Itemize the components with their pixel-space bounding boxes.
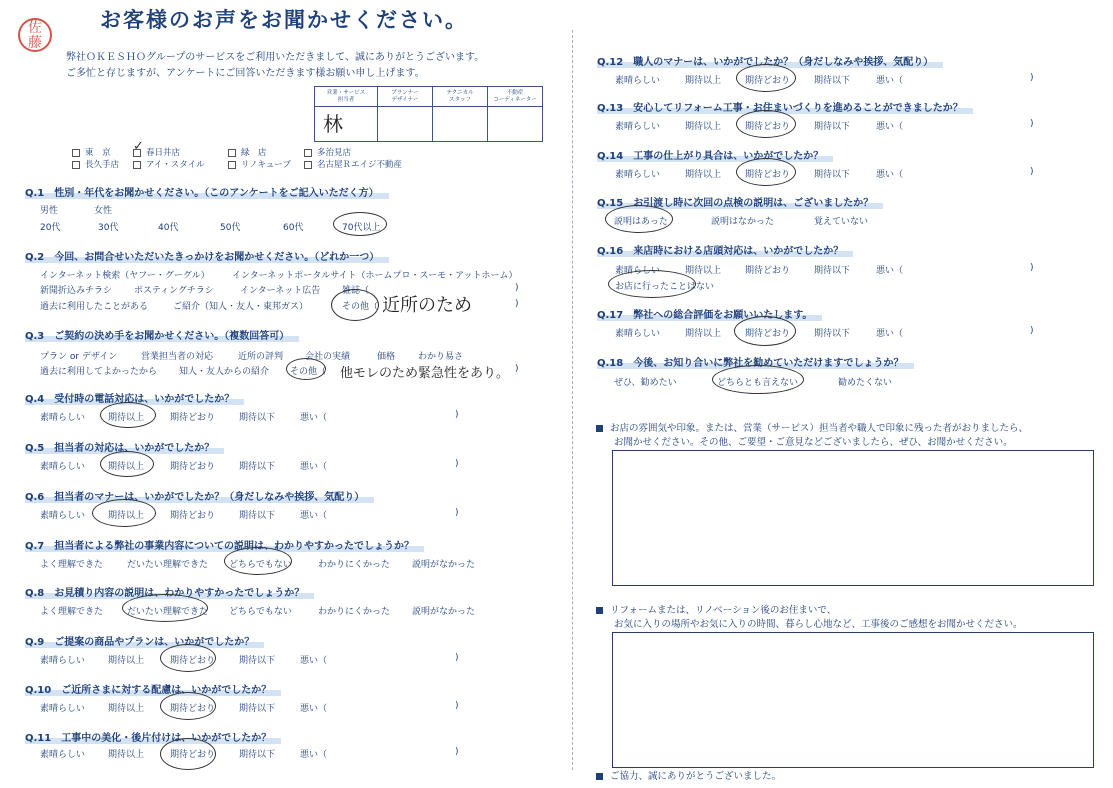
comment-section-1-line-1: お店の雰囲気や印象。または、営業（サービス）担当者や職人で印象に残った者がおりましたら、	[596, 420, 1028, 434]
q1-option[interactable]: 30代	[98, 223, 119, 233]
q9-option[interactable]: 悪い（	[300, 656, 328, 666]
q3-option[interactable]: 価格	[377, 352, 396, 362]
q16-option[interactable]: 悪い（	[876, 266, 904, 276]
q10-option: )	[455, 701, 459, 711]
bullet-square-icon	[596, 425, 603, 432]
question-q3: Q.3 ご契約の決め手をお聞かせください。（複数回答可）	[25, 327, 299, 342]
q4-option: )	[455, 410, 459, 420]
q1-option[interactable]: 70代以上	[342, 223, 381, 233]
q14-option[interactable]: 期待以上	[685, 170, 722, 180]
question-q1: Q.1 性別・年代をお聞かせください。（このアンケートをご記入いただく方）	[25, 184, 389, 199]
checkbox-icon[interactable]	[228, 161, 236, 169]
q6-option[interactable]: 期待どおり	[170, 511, 216, 521]
intro-line-2: ご多忙と存じますが、アンケートにご回答いただきます様お願い申し上げます。	[66, 68, 425, 79]
q3-option[interactable]: プラン or デザイン	[40, 352, 118, 362]
staff-header-sales: 営業・サービス 担当者	[315, 87, 378, 107]
q11-option[interactable]: 素晴らしい	[40, 750, 86, 760]
question-q6: Q.6 担当者のマナーは、いかがでしたか？（身だしなみや挨拶、気配り）	[25, 488, 374, 503]
checkbox-icon[interactable]	[72, 161, 80, 169]
q1-option[interactable]: 50代	[220, 223, 241, 233]
answer-circle	[736, 64, 796, 92]
q5-option[interactable]: 期待どおり	[170, 462, 216, 472]
answer-circle	[122, 594, 208, 622]
answer-circle	[736, 110, 796, 138]
q10-option[interactable]: 素晴らしい	[40, 704, 86, 714]
q4-option[interactable]: 期待以上	[108, 413, 145, 423]
staff-table	[314, 86, 543, 142]
q16-option[interactable]: お店に行ったことはない	[615, 282, 715, 292]
answer-circle	[92, 499, 156, 527]
q16-option[interactable]: 素晴らしい	[615, 266, 661, 276]
q9-option[interactable]: 期待どおり	[170, 656, 216, 666]
checkbox-icon[interactable]	[304, 149, 312, 157]
q17-option[interactable]: 悪い（	[876, 329, 904, 339]
q2-option[interactable]: 新聞折込みチラシ	[40, 286, 113, 296]
store-tajimi[interactable]: 多治見店	[304, 146, 351, 158]
q2-option[interactable]: インターネット検索（ヤフー・グーグル）	[40, 271, 210, 281]
staff-header-planner: プランナー デザイナー	[378, 87, 433, 107]
q12-option[interactable]: 期待以上	[685, 76, 722, 86]
checkbox-icon[interactable]	[228, 149, 236, 157]
q6-option[interactable]: 期待以下	[239, 511, 276, 521]
checkbox-icon[interactable]	[304, 161, 312, 169]
q9-option[interactable]: 期待以下	[239, 656, 276, 666]
bullet-square-icon	[596, 773, 603, 780]
q6-option: )	[455, 508, 459, 518]
answer-circle	[286, 358, 326, 380]
checkbox-icon[interactable]	[133, 161, 141, 169]
q2-option[interactable]: 過去に利用したことがある	[40, 302, 149, 312]
q15-option[interactable]: 覚えていない	[814, 217, 869, 227]
footer-thanks: ご協力、誠にありがとうございました。	[596, 768, 781, 782]
comment-section-2-line-1: リフォームまたは、リノベーション後のお住まいで、	[596, 602, 836, 616]
q6-option[interactable]: 期待以上	[108, 511, 145, 521]
question-q16: Q.16 来店時における店頭対応は、いかがでしたか？	[597, 242, 853, 257]
staff-header-realestate: 不動産 コーディネーター	[488, 87, 543, 107]
q5-option[interactable]: 素晴らしい	[40, 462, 86, 472]
store-tokyo[interactable]: 東 京	[72, 146, 111, 158]
q2-option[interactable]: インターネットポータルサイト（ホームプロ・スーモ・アットホーム）	[232, 271, 518, 281]
check-mark-icon: ✓	[133, 139, 144, 154]
store-midori[interactable]: 緑 店	[228, 146, 267, 158]
q4-option[interactable]: 素晴らしい	[40, 413, 86, 423]
question-q4: Q.4 受付時の電話対応は、いかがでしたか？	[25, 390, 244, 405]
q6-option[interactable]: 悪い（	[300, 511, 328, 521]
q11-option[interactable]: 期待以上	[108, 750, 145, 760]
q2-option[interactable]: ポスティングチラシ	[134, 286, 214, 296]
q3-option: )	[515, 364, 519, 374]
store-nagoya-r-age[interactable]: 名古屋Ｒエイジ不動産	[304, 158, 402, 170]
q15-option[interactable]: 説明はなかった	[711, 217, 775, 227]
q17-option[interactable]: 期待以上	[685, 329, 722, 339]
q5-option[interactable]: 期待以下	[239, 462, 276, 472]
q2-option[interactable]: ご紹介（知人・友人・東邦ガス）	[173, 302, 309, 312]
q5-option: )	[455, 459, 459, 469]
q10-option[interactable]: 期待以上	[108, 704, 145, 714]
q4-option[interactable]: 期待以下	[239, 413, 276, 423]
q4-option[interactable]: 悪い（	[300, 413, 328, 423]
q14-option[interactable]: 悪い（	[876, 170, 904, 180]
q16-option[interactable]: 期待以上	[685, 266, 722, 276]
q1-option[interactable]: 20代	[40, 223, 61, 233]
q3-option[interactable]: 営業担当者の対応	[141, 352, 214, 362]
answer-circle	[331, 289, 379, 321]
q2-option[interactable]: その他（	[342, 302, 379, 312]
q12-option[interactable]: 期待以下	[814, 76, 851, 86]
q10-option[interactable]: 期待どおり	[170, 704, 216, 714]
question-q9: Q.9 ご提案の商品やプランは、いかがでしたか？	[25, 633, 264, 648]
answer-circle	[160, 644, 216, 672]
question-q5: Q.5 担当者の対応は、いかがでしたか？	[25, 439, 224, 454]
q11-option[interactable]: 期待どおり	[170, 750, 216, 760]
question-q17: Q.17 弊社への総合評価をお願いいたします。	[597, 306, 822, 321]
answer-circle	[734, 316, 796, 346]
checkbox-icon[interactable]	[72, 149, 80, 157]
q1-option[interactable]: 40代	[158, 223, 179, 233]
q12-option: )	[1030, 73, 1034, 83]
seal-stamp: 佐 藤	[18, 18, 52, 52]
answer-circle	[160, 738, 216, 770]
q9-option[interactable]: 素晴らしい	[40, 656, 86, 666]
comment-box-1[interactable]	[612, 450, 1094, 586]
column-divider	[572, 30, 573, 770]
q18-option[interactable]: 勧めたくない	[838, 378, 893, 388]
q11-option[interactable]: 期待以下	[239, 750, 276, 760]
q17-option[interactable]: 素晴らしい	[615, 329, 661, 339]
q11-option: )	[455, 747, 459, 757]
q6-option[interactable]: 素晴らしい	[40, 511, 86, 521]
q17-option[interactable]: 期待どおり	[745, 329, 791, 339]
comment-section-2-line-2: お気に入りの場所やお気に入りの時間、暮らし心地など、工事後のご感想をお聞かせください。	[614, 619, 1023, 630]
q14-option[interactable]: 期待どおり	[745, 170, 791, 180]
q16-option[interactable]: 期待どおり	[745, 266, 791, 276]
question-q11: Q.11 工事中の美化・後片付けは、いかがでしたか？	[25, 729, 281, 744]
q8-option[interactable]: わかりにくかった	[318, 607, 391, 617]
q15-option[interactable]: 説明はあった	[614, 217, 668, 227]
staff-header-technical: テクニカル スタッフ	[433, 87, 488, 107]
staff-entry-realestate[interactable]	[488, 107, 543, 142]
q3-option[interactable]: 会社の実績	[305, 352, 351, 362]
store-renocube[interactable]: リノキューブ	[228, 158, 291, 170]
q9-option[interactable]: 期待以上	[108, 656, 145, 666]
q3-option[interactable]: わかり易さ	[418, 352, 464, 362]
q1-option[interactable]: 女性	[94, 206, 113, 216]
q1-option[interactable]: 男性	[40, 206, 59, 216]
q16-option: )	[1030, 263, 1034, 273]
q13-option[interactable]: 素晴らしい	[615, 122, 661, 132]
q12-option[interactable]: 素晴らしい	[615, 76, 661, 86]
answer-circle	[608, 270, 696, 298]
q14-option[interactable]: 期待以下	[814, 170, 851, 180]
q3-option[interactable]: 過去に利用してよかったから	[40, 367, 158, 377]
q4-option[interactable]: 期待どおり	[170, 413, 216, 423]
bullet-square-icon	[596, 607, 603, 614]
answer-circle	[605, 205, 673, 233]
answer-circle	[160, 692, 216, 720]
q2-option[interactable]: インターネット広告	[240, 286, 321, 296]
q14-option: )	[1030, 167, 1034, 177]
q13-option[interactable]: 期待以下	[814, 122, 851, 132]
q10-option[interactable]: 期待以下	[239, 704, 276, 714]
store-kasugai[interactable]: 春日井店	[133, 146, 180, 158]
question-q13: Q.13 安心してリフォーム工事・お住まいづくりを進めることができましたか？	[597, 99, 973, 114]
comment-box-2[interactable]	[612, 632, 1094, 768]
q7-option[interactable]: どちらでもない	[229, 560, 292, 570]
comment-section-1-line-2: お聞かせください。その他、ご要望・ご意見などございましたら、ぜひ、お聞かせください。	[614, 437, 1013, 448]
q7-option[interactable]: だいたい理解できた	[127, 560, 209, 570]
question-q2: Q.2 今回、お問合せいただいたきっかけをお聞かせください。（どれか一つ）	[25, 248, 389, 263]
q13-option[interactable]: 悪い（	[876, 122, 904, 132]
q3-option[interactable]: 近所の評判	[238, 352, 284, 362]
question-q18: Q.18 今後、お知り合いに弊社を勧めていただけますでしょうか？	[597, 354, 914, 369]
staff-entry-planner[interactable]	[378, 107, 433, 142]
answer-circle	[712, 365, 804, 394]
q11-option[interactable]: 悪い（	[300, 750, 328, 760]
question-q12: Q.12 職人のマナーは、いかがでしたか？（身だしなみや挨拶、気配り）	[597, 53, 943, 68]
q3-option[interactable]: その他（	[290, 367, 327, 377]
answer-circle	[100, 451, 154, 477]
q14-option[interactable]: 素晴らしい	[615, 170, 661, 180]
q9-option: )	[455, 653, 459, 663]
q5-option[interactable]: 期待以上	[108, 462, 145, 472]
question-q8: Q.8 お見積り内容の説明は、わかりやすかったでしょうか？	[25, 584, 314, 599]
q3-option[interactable]: 知人・友人からの紹介	[179, 367, 270, 377]
question-q15: Q.15 お引渡し時に次回の点検の説明は、ございましたか？	[597, 194, 883, 209]
q7-option[interactable]: わかりにくかった	[318, 560, 391, 570]
q13-option: )	[1030, 119, 1034, 129]
answer-circle	[100, 402, 156, 428]
q8-option[interactable]: どちらでもない	[229, 607, 292, 617]
q7-option[interactable]: よく理解できた	[40, 560, 104, 570]
q17-option[interactable]: 期待以下	[814, 329, 851, 339]
q8-option[interactable]: 説明がなかった	[412, 607, 476, 617]
q17-option: )	[1030, 326, 1034, 336]
q8-option[interactable]: だいたい理解できた	[127, 607, 209, 617]
store-i-style[interactable]: アイ・スタイル	[133, 158, 205, 170]
question-q7: Q.7 担当者による弊社の事業内容についての説明は、わかりやすかったでしょうか？	[25, 537, 424, 552]
staff-entry-technical[interactable]	[433, 107, 488, 142]
q5-option[interactable]: 悪い（	[300, 462, 328, 472]
intro-line-1: 弊社ＯＫＥＳＨＯグループのサービスをご利用いただきまして、誠にありがとうございます。	[66, 52, 485, 63]
q13-option[interactable]: 期待どおり	[745, 122, 791, 132]
question-q10: Q.10 ご近所さまに対する配慮は、いかがでしたか？	[25, 681, 281, 696]
question-q14: Q.14 工事の仕上がり具合は、いかがでしたか？	[597, 147, 833, 162]
answer-circle	[333, 212, 387, 236]
q18-option[interactable]: ぜひ、勧めたい	[614, 378, 677, 388]
q7-option[interactable]: 説明がなかった	[412, 560, 476, 570]
answer-circle	[224, 547, 292, 575]
answer-circle	[736, 158, 796, 186]
q2-option: )	[515, 283, 519, 293]
q16-option[interactable]: 期待以下	[814, 266, 851, 276]
q13-option[interactable]: 期待以上	[685, 122, 722, 132]
q2-option[interactable]: 雑誌（	[342, 286, 370, 296]
q2-handwritten-answer: 近所のため	[382, 295, 472, 316]
staff-entry-sales[interactable]: 林	[315, 107, 378, 142]
q1-option[interactable]: 60代	[283, 223, 304, 233]
q18-option[interactable]: どちらとも言えない	[717, 378, 799, 388]
q8-option[interactable]: よく理解できた	[40, 607, 104, 617]
q10-option[interactable]: 悪い（	[300, 704, 328, 714]
q3-handwritten-answer: 他モレのため緊急性をあり。	[340, 366, 510, 381]
q2-option: )	[515, 299, 519, 309]
q12-option[interactable]: 悪い（	[876, 76, 904, 86]
page-title: お客様のお声をお聞かせください。	[100, 8, 468, 32]
q12-option[interactable]: 期待どおり	[745, 76, 791, 86]
store-nagakute[interactable]: 長久手店	[72, 158, 119, 170]
